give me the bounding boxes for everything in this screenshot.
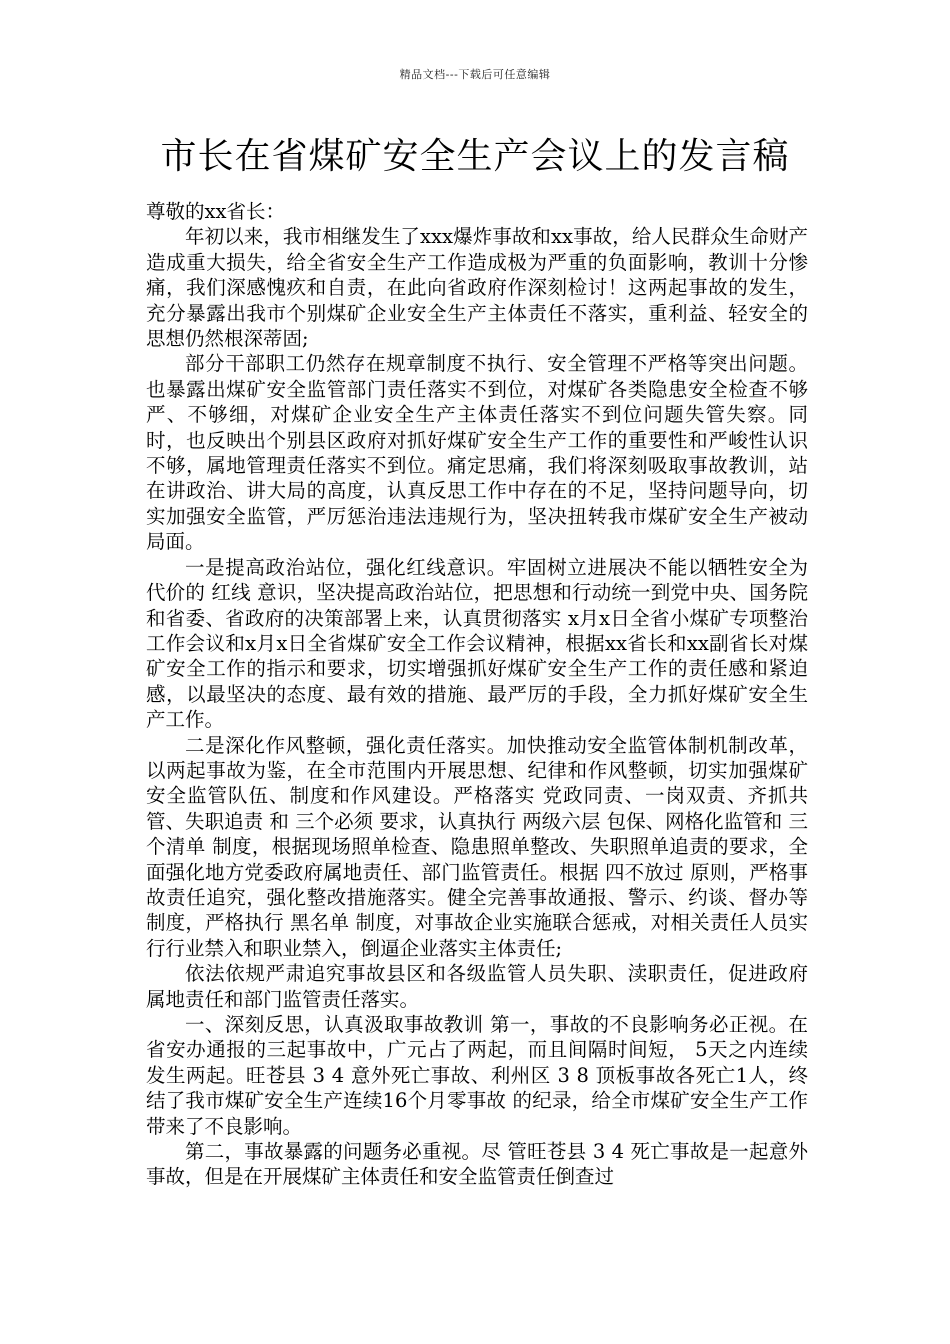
paragraph-5: 依法依规严肃追究事故县区和各级监管人员失职、渎职责任，促进政府属地责任和部门监管责任落实。: [146, 962, 808, 1011]
header-note: 精品文档---下载后可任意编辑: [399, 68, 551, 81]
document-body: [146, 199, 808, 1190]
paragraph-1: 年初以来，我市相继发生了xxx爆炸事故和xx事故，给人民群众生命财产造成重大损失，给全省安全生产工作造成极为严重的负面影响，教训十分惨痛，我们深感愧疚和自责，在此向省政府作深刻检讨！这两起事故的发生，充分暴露出我市个别煤矿企业安全生产主体责任不落实，重利益、轻安全的思想仍然根深蒂固;: [146, 225, 808, 351]
document-title: 市长在省煤矿安全生产会议上的发言稿: [160, 136, 790, 177]
paragraph-4: 二是深化作风整顿，强化责任落实。加快推动安全监管体制机制改革，以两起事故为鉴，在全市范围内开展思想、纪律和作风整顿，切实加强煤矿安全监管队伍、制度和作风建设。严格落实 党政同责、一岗双责、齐抓共管、失职追责 和 三个必须 要求，认真执行 两级六层 包保、网格化监管和 三个清单 制度，根据现场照单检查、隐患照单整改、失职照单追责的要求，全面强化地方党委政府属地责任、部门监管责任。根据 四不放过 原则，严格事故责任追究，强化整改措施落实。健全完善事故通报、警示、约谈、督办等制度，严格执行 黑名单 制度，对事故企业实施联合惩戒，对相关责任人员实行行业禁入和职业禁入，倒逼企业落实主体责任;: [146, 733, 808, 960]
paragraph-2: 部分干部职工仍然存在规章制度不执行、安全管理不严格等突出问题。也暴露出煤矿安全监管部门责任落实不到位，对煤矿各类隐患安全检查不够严、不够细，对煤矿企业安全生产主体责任落实不到位问题失管失察。同时，也反映出个别县区政府对抓好煤矿安全生产工作的重要性和严峻性认识不够，属地管理责任落实不到位。痛定思痛，我们将深刻吸取事故教训，站在讲政治、讲大局的高度，认真反思工作中存在的不足，坚持问题导向，切实加强安全监管，严厉惩治违法违规行为，坚决扭转我市煤矿安全生产被动局面。: [146, 352, 808, 554]
paragraph-7: 第二，事故暴露的问题务必重视。尽 管旺苍县 3 4 死亡事故是一起意外事故，但是在开展煤矿主体责任和安全监管责任倒查过: [146, 1140, 808, 1189]
paragraph-3: 一是提高政治站位，强化红线意识。牢固树立进展决不能以牺牲安全为代价的 红线 意识，坚决提高政治站位，把思想和行动统一到党中央、国务院和省委、省政府的决策部署上来，认真贯彻落实 x月x日全省小煤矿专项整治工作会议和x月x日全省煤矿安全工作会议精神，根据xx省长和xx副省长对煤矿安全工作的指示和要求，切实增强抓好煤矿安全生产工作的责任感和紧迫感，以最坚决的态度、最有效的措施、最严厉的手段，全力抓好煤矿安全生产工作。: [146, 555, 808, 732]
salutation: 尊敬的xx省长：: [146, 200, 285, 223]
paragraph-6: 一、深刻反思，认真汲取事故教训 第一，事故的不良影响务必正视。在省安办通报的三起事故中，广元占了两起，而且间隔时间短， 5天之内连续发生两起。旺苍县 3 4 意外死亡事故、利州区 3 8 顶板事故各死亡1人，终结了我市煤矿安全生产连续16个月零事故 的纪录，给全市煤矿安全生产工作带来了不良影响。: [146, 1013, 808, 1138]
